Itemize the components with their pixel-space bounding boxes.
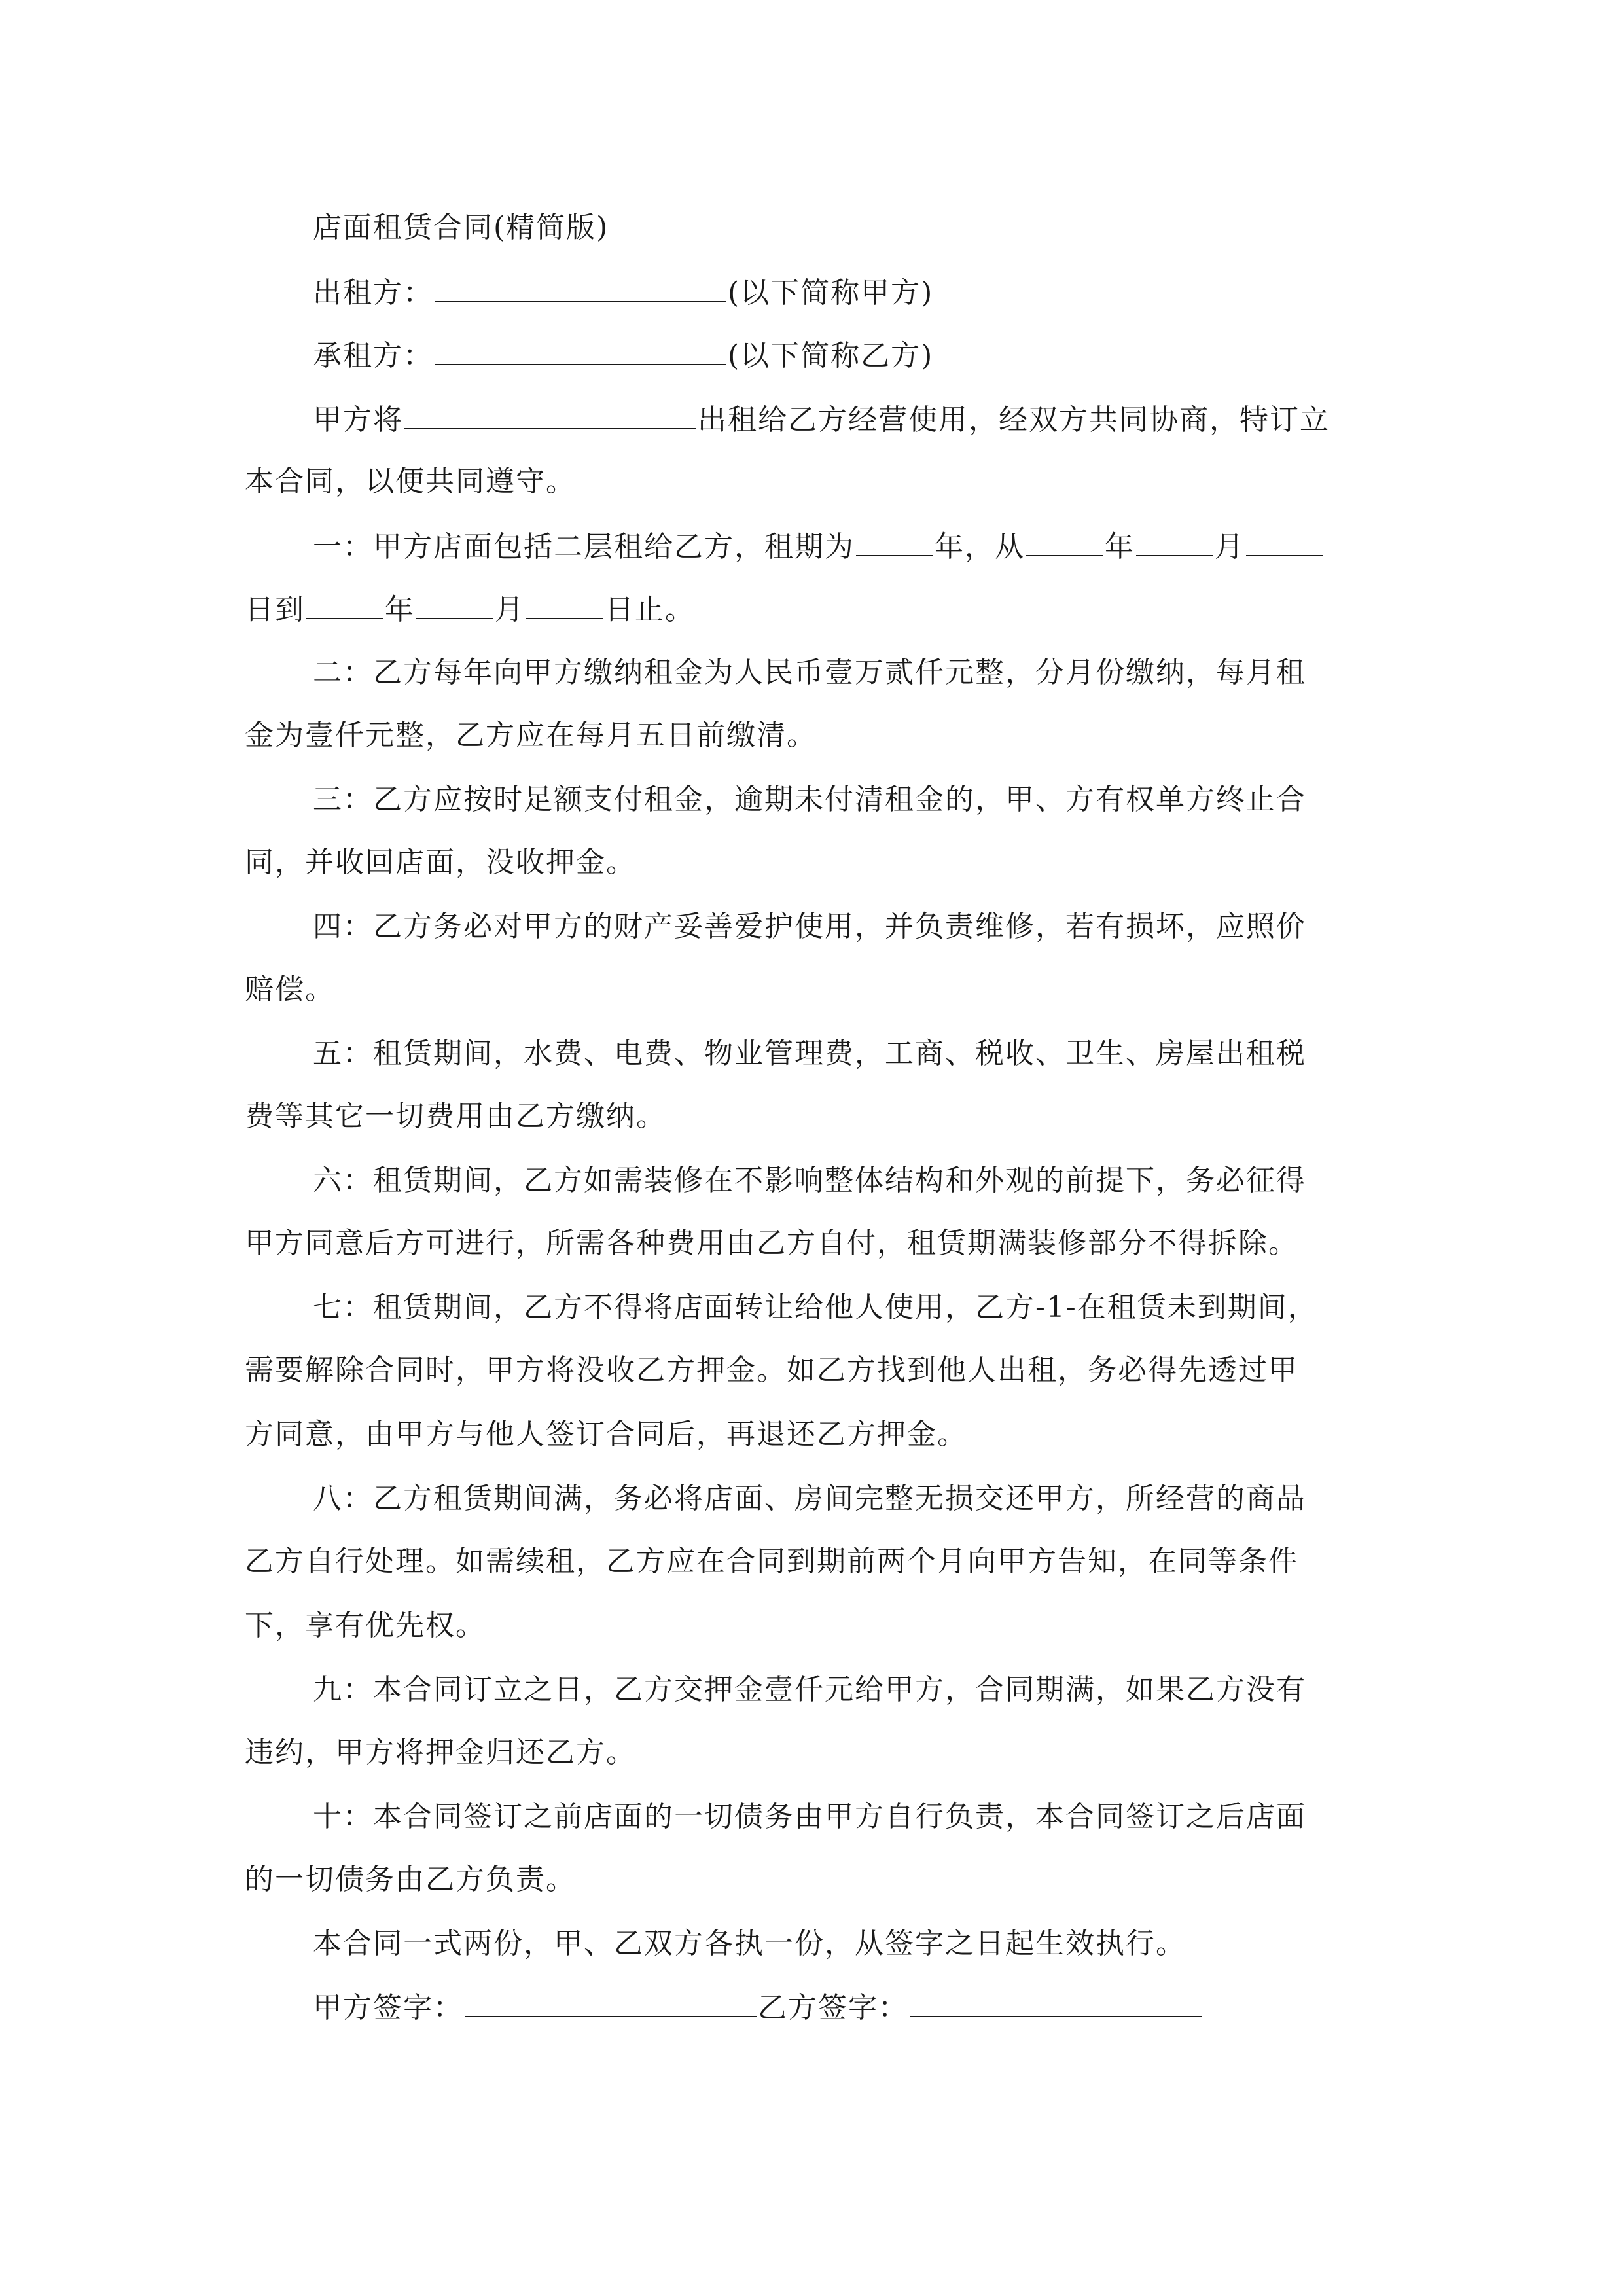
signature-line <box>313 1987 1203 2026</box>
clause-3-line-1: 三：乙方应按时足额支付租金，逾期未付清租金的，甲、方有权单方终止合 <box>313 783 1306 816</box>
start-day-blank[interactable] <box>1246 526 1323 556</box>
clause-7-line-3: 方同意，由甲方与他人签订合同后，再退还乙方押金。 <box>245 1418 967 1451</box>
clause-6-line-1: 六：租赁期间，乙方如需装修在不影响整体结构和外观的前提下，务必征得 <box>313 1164 1306 1197</box>
premises-blank[interactable] <box>404 399 696 429</box>
party-a-label: 出租方： <box>313 276 433 310</box>
day-end-label: 日止。 <box>605 593 695 626</box>
party-a-blank[interactable] <box>435 272 726 302</box>
start-month-blank[interactable] <box>1136 526 1213 556</box>
year-label: 年 <box>385 593 415 626</box>
clause-9-line-1: 九：本合同订立之日，乙方交押金壹仟元给甲方，合同期满，如果乙方没有 <box>313 1673 1306 1706</box>
intro-prefix: 甲方将 <box>313 403 403 437</box>
party-a-signature-label: 甲方签字： <box>313 1991 463 2024</box>
start-year-blank[interactable] <box>1026 526 1103 556</box>
day-to-label: 日到 <box>245 593 305 626</box>
clause-3-line-2: 同，并收回店面，没收押金。 <box>245 846 636 879</box>
intro-suffix: 出租给乙方经营使用，经双方共同协商，特订立 <box>698 403 1330 437</box>
clause-5-line-2: 费等其它一切费用由乙方缴纳。 <box>245 1100 666 1133</box>
clause-8-line-2: 乙方自行处理。如需续租，乙方应在合同到期前两个月向甲方告知，在同等条件 <box>245 1545 1298 1578</box>
party-a-suffix: (以下简称甲方) <box>728 276 934 310</box>
party-b-label: 承租方： <box>313 339 433 372</box>
clause-1-line-1 <box>313 526 1325 565</box>
from-label: ，从 <box>965 530 1025 564</box>
clause-1-line-2 <box>245 589 695 628</box>
clause-2-line-2: 金为壹仟元整，乙方应在每月五日前缴清。 <box>245 719 817 752</box>
intro-line-1 <box>313 399 1330 439</box>
end-year-blank[interactable] <box>306 589 383 619</box>
clause-2-line-1: 二：乙方每年向甲方缴纳租金为人民币壹万贰仟元整，分月份缴纳，每月租 <box>313 656 1306 689</box>
clause-6-line-2: 甲方同意后方可进行，所需各种费用由乙方自付，租赁期满装修部分不得拆除。 <box>245 1227 1298 1260</box>
party-b-line <box>313 335 933 374</box>
clause-7-line-1: 七：租赁期间，乙方不得将店面转让给他人使用，乙方-1-在租赁未到期间， <box>313 1291 1318 1324</box>
party-a-signature-blank[interactable] <box>465 1987 757 2017</box>
party-a-line <box>313 272 933 312</box>
party-b-suffix: (以下简称乙方) <box>728 339 934 372</box>
clause-5-line-1: 五：租赁期间，水费、电费、物业管理费，工商、税收、卫生、房屋出租税 <box>313 1037 1306 1070</box>
clause-8-line-1: 八：乙方租赁期间满，务必将店面、房间完整无损交还甲方，所经营的商品 <box>313 1482 1306 1515</box>
clause-4-line-1: 四：乙方务必对甲方的财产妥善爱护使用，并负责维修，若有损坏，应照价 <box>313 910 1306 943</box>
party-b-signature-label: 乙方签字： <box>758 1991 908 2024</box>
clause-7-line-2: 需要解除合同时，甲方将没收乙方押金。如乙方找到他人出租，务必得先透过甲 <box>245 1354 1298 1387</box>
party-b-blank[interactable] <box>435 335 726 365</box>
clause-9-line-2: 违约，甲方将押金归还乙方。 <box>245 1736 636 1769</box>
year-label: 年 <box>1105 530 1135 564</box>
month-label: 月 <box>1215 530 1245 564</box>
month-label: 月 <box>495 593 525 626</box>
clause-8-line-3: 下，享有优先权。 <box>245 1609 486 1642</box>
clause-10-line-2: 的一切债务由乙方负责。 <box>245 1863 576 1896</box>
intro-line-2: 本合同，以便共同遵守。 <box>245 465 576 498</box>
clause-1-prefix: 一：甲方店面包括二层租给乙方，租期为 <box>313 530 855 564</box>
year-label: 年 <box>935 530 965 564</box>
term-years-blank[interactable] <box>856 526 933 556</box>
closing-statement: 本合同一式两份，甲、乙双方各执一份，从签字之日起生效执行。 <box>313 1927 1186 1960</box>
end-day-blank[interactable] <box>526 589 603 619</box>
clause-10-line-1: 十：本合同签订之前店面的一切债务由甲方自行负责，本合同签订之后店面 <box>313 1800 1306 1833</box>
end-month-blank[interactable] <box>416 589 493 619</box>
clause-4-line-2: 赔偿。 <box>245 973 335 1006</box>
party-b-signature-blank[interactable] <box>910 1987 1202 2017</box>
document-title: 店面租赁合同(精简版) <box>313 211 609 244</box>
